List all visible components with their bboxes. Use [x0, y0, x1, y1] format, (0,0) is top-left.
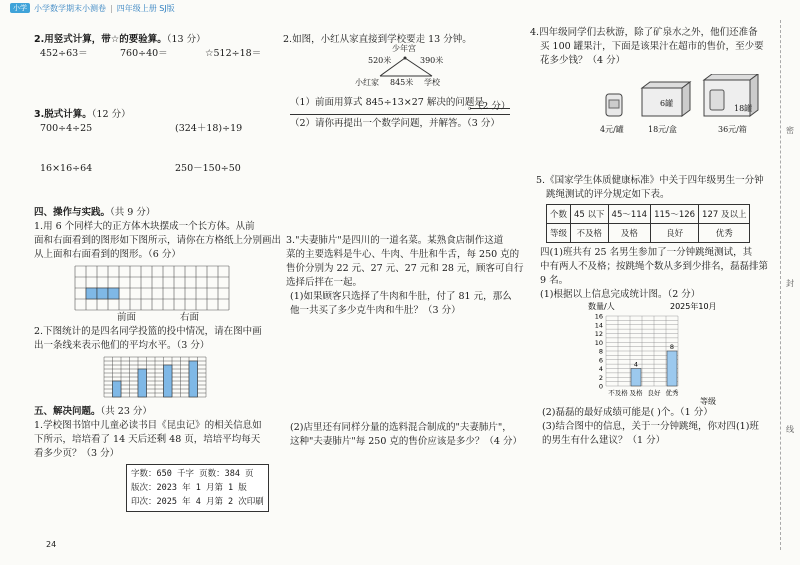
price-case: 36元/箱: [718, 125, 747, 134]
shooting-bar: [113, 381, 122, 397]
right-q4-line-1: 4.四年级同学们去秋游，除了矿泉水之外，他们还准备: [530, 27, 758, 38]
q3-item-3: 16×16÷64: [40, 163, 93, 174]
map-top-label: 少年宫: [392, 44, 416, 53]
side-mark: 线: [786, 425, 794, 434]
chart-ytick-label: 10: [594, 338, 603, 347]
right-q5-text-1: 四(1)班共有 25 名男生参加了一分钟跳绳测试，其: [540, 247, 753, 258]
table-cell: 45～114: [608, 205, 651, 224]
grid-label-right: 右面: [180, 312, 200, 323]
chart-ytick-label: 8: [598, 347, 603, 356]
right-q5-sub2: (2)磊磊的最好成绩可能是( )个。（1 分）: [542, 407, 713, 418]
book-info-line: 字数：650 千字 页数：384 页: [131, 469, 254, 479]
right-q5-line-2: 跳绳测试的评分规定如下表。: [546, 189, 670, 200]
answer-line: [290, 114, 510, 115]
front-view-cell: [97, 288, 108, 299]
q3-item-4: 250－150÷50: [175, 163, 241, 174]
right-q5-sub3-line-1: (3)结合图中的信息，关于一分钟跳绳，你对四(1)班: [542, 421, 759, 432]
page-number: 24: [46, 540, 57, 549]
grid-paper: [74, 265, 244, 313]
binding-line: [780, 20, 781, 550]
jump-rope-chart: [580, 300, 740, 408]
sec4-q1-line-1: 1.用 6 个同样大的正方体木块摆成一个长方体。从前: [34, 221, 255, 232]
table-row: [547, 205, 750, 224]
sec4-q2-line-2: 出一条线来表示他们的平均水平。（3 分）: [34, 340, 210, 351]
map-left-dist: 520米: [368, 56, 392, 65]
sec5-q1-line-1: 1.学校图书馆中儿童必读书目《昆虫记》的相关信息如: [34, 420, 262, 431]
chart-data-label: 8: [669, 343, 675, 351]
front-view-cell: [108, 288, 119, 299]
mid-q2-sub1: （1）前面用算式 845÷13×27 解决的问题是: [290, 97, 484, 108]
map-home: 小红家: [355, 78, 379, 87]
right-q5-sub3-line-2: 的男生有什么建议？（1 分）: [542, 435, 666, 446]
right-q4-line-2: 买 100 罐果汁，下面是该果汁在超市的售价，至少要: [540, 41, 764, 52]
table-cell: 45 以下: [571, 205, 609, 224]
table-cell: 127 及以上: [699, 205, 750, 224]
mid-q2-line: 2.如图，小红从家直接到学校要走 13 分钟。: [283, 34, 472, 45]
mid-q3-line-2: 菜的主要选料是牛心、牛肉、牛肚和牛舌，每 250 克的: [286, 249, 520, 260]
mid-q3-line-6: 他一共买了多少克牛肉和牛肚？（3 分）: [290, 305, 461, 316]
book-info-line: 版次：2023 年 1 月第 1 版: [131, 483, 247, 493]
sec5-title: 五、解决问题。（共 23 分）: [34, 406, 152, 417]
chart-ytick-label: 16: [594, 312, 603, 321]
q3-title: 3.脱式计算。（12 分）: [34, 109, 131, 120]
right-q5-line-1: 5.《国家学生体质健康标准》中关于四年级男生一分钟: [536, 175, 764, 186]
table-cell: 及格: [608, 224, 651, 243]
map-school: 学校: [424, 78, 440, 87]
book-info-line: 印次：2025 年 4 月第 2 次印刷: [131, 497, 264, 507]
q2-title: 2.用竖式计算，带☆的要验算。（13 分）: [34, 34, 206, 45]
header-title: 小学数学期末小测卷: [34, 3, 106, 13]
table-cell: 115～126: [651, 205, 699, 224]
q3-item-2: (324＋18)÷19: [175, 123, 243, 134]
header-grade: 四年级上册 SJ版: [116, 3, 175, 13]
chart-ytick-label: 2: [598, 373, 603, 382]
table-cell: 不及格: [571, 224, 609, 243]
chart-ytick-label: 0: [598, 382, 603, 391]
juice-can-icon: [606, 94, 622, 116]
price-can: 4元/罐: [600, 125, 624, 134]
sec5-q1-line-3: 看多少页？（3 分）: [34, 448, 120, 459]
side-mark: 密: [786, 126, 794, 135]
grid-label-front: 前面: [117, 312, 137, 323]
chart-ylabel: 数量/人: [588, 302, 615, 311]
chart-data-label: 4: [633, 360, 639, 369]
shooting-bar: [189, 361, 198, 397]
sec5-q1-line-2: 下所示，培培看了 14 天后还剩 48 页，培培平均每天: [34, 434, 261, 445]
mid-q3-sub2-line-1: (2)店里还有同样分量的选料混合制成的"夫妻肺片"，: [290, 422, 512, 433]
sec4-q1-line-2: 面和右面看到的图形如下图所示，请你在方格纸上分别画出: [34, 235, 282, 246]
chart-ytick-label: 12: [594, 330, 603, 338]
sec4-q2-line-1: 2.下图统计的是四名同学投篮的投中情况，请在图中画: [34, 326, 262, 337]
chart-bar: [631, 369, 641, 387]
book-info-box: [126, 464, 269, 512]
table-cell: 优秀: [699, 224, 750, 243]
youth-palace-point: [404, 57, 407, 60]
shooting-chart: [103, 356, 209, 398]
score-table: [546, 204, 750, 243]
mid-q3-line-5: (1)如果顾客只选择了牛肉和牛肚，付了 81 元，那么: [290, 291, 512, 302]
map-right-dist: 390米: [420, 56, 444, 65]
mid-q2-sub2: （2）请你再提出一个数学问题，并解答。（3 分）: [290, 118, 500, 129]
q3-item-1: 700÷4÷25: [40, 123, 93, 134]
box-label-18: 18罐: [734, 104, 753, 113]
box-label-6: 6罐: [660, 99, 674, 108]
chart-title: 2025年10月: [670, 302, 717, 311]
q2-item-2: 760÷40＝: [120, 48, 168, 59]
price-box: 18元/盒: [648, 125, 677, 134]
front-view-cell: [86, 288, 97, 299]
mid-q3-line-4: 选择后拌在一起。: [286, 277, 363, 288]
shooting-bar: [138, 369, 147, 397]
mid-q3-sub2-line-2: 这种"夫妻肺片"每 250 克的售价应该是多少？（4 分）: [290, 436, 522, 447]
q2-item-1: 452÷63＝: [40, 48, 88, 59]
chart-xlabel: 等级: [700, 397, 716, 406]
header-tag: 小学: [10, 3, 30, 13]
right-q5-text-4: (1)根据以上信息完成统计图。（2 分）: [540, 289, 701, 300]
q2-item-3: ☆512÷18＝: [205, 48, 262, 59]
chart-ytick-label: 4: [598, 365, 603, 373]
right-q5-text-3: 9 名。: [540, 275, 569, 286]
chart-xtick-label: 优秀: [665, 389, 679, 397]
map-bottom-dist: 845米: [390, 78, 414, 87]
chart-ytick-label: 14: [594, 321, 603, 330]
page-header: 小学 小学数学期末小测卷 | 四年级上册 SJ版: [10, 2, 175, 14]
right-q4-line-3: 花多少钱？（4 分）: [540, 55, 626, 66]
sec4-q1-line-3: 从上面和右面看到的图形。（6 分）: [34, 249, 181, 260]
chart-xtick-label: 良好: [647, 389, 661, 397]
juice-illustration: [600, 74, 770, 124]
mid-q3-line-3: 售价分别为 22 元、27 元、27 元和 28 元，顾客可自行: [286, 263, 524, 274]
chart-ytick-label: 6: [598, 356, 603, 365]
right-q5-text-2: 中有两人不及格；按跳绳个数从多到少排名，磊磊排第: [540, 261, 769, 272]
mid-q3-line-1: 3."夫妻肺片"是四川的一道名菜。某熟食店制作这道: [286, 235, 504, 246]
mid-q2-sub1-score: 。（2 分）: [468, 101, 511, 112]
sec4-title: 四、操作与实践。（共 9 分）: [34, 207, 156, 218]
side-mark: 封: [786, 279, 794, 288]
chart-bar: [667, 351, 677, 386]
chart-xtick-label: 及格: [629, 389, 643, 397]
shooting-bar: [164, 365, 173, 397]
table-cell: 良好: [651, 224, 699, 243]
chart-xtick-label: 不及格: [608, 389, 628, 397]
table-cell: 个数: [547, 205, 571, 224]
table-cell: 等级: [547, 224, 571, 243]
table-row: [547, 224, 750, 243]
